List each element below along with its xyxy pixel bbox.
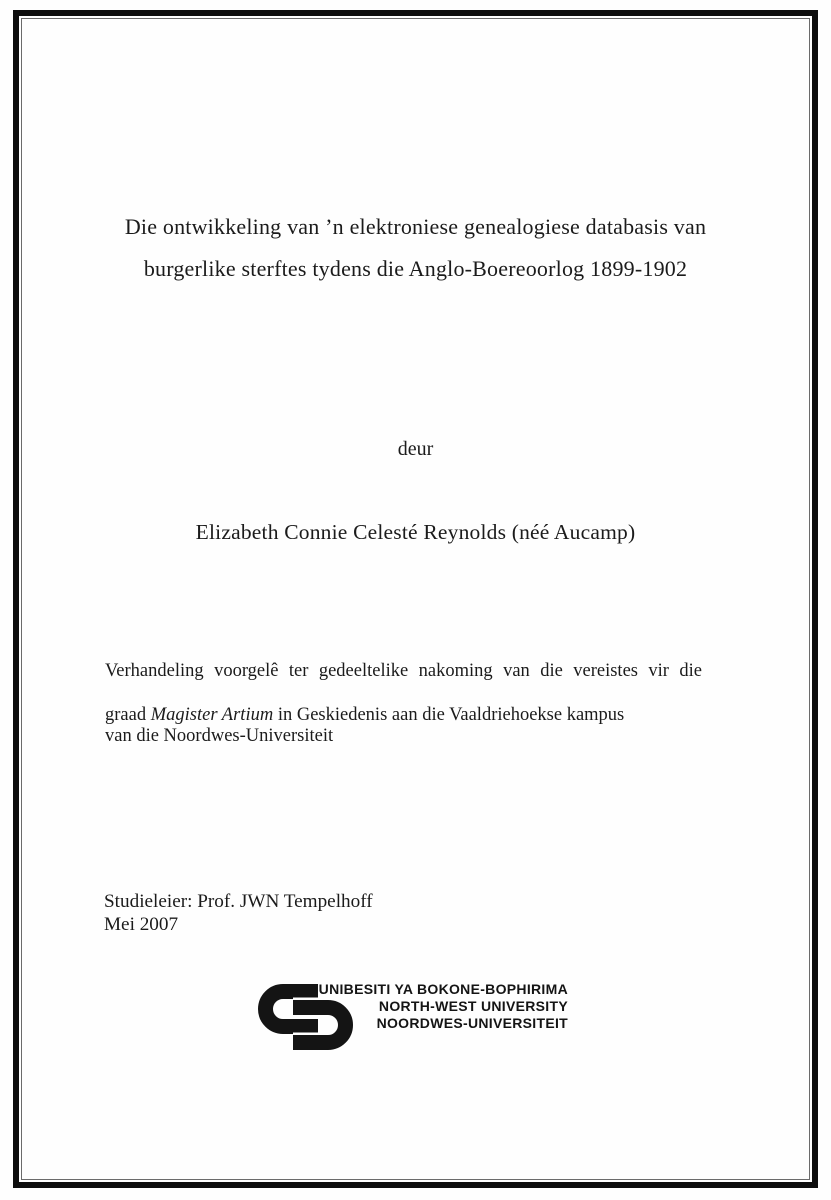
university-logo xyxy=(258,981,568,1050)
degree-statement-line-3: van die Noordwes-Universiteit xyxy=(105,726,334,747)
university-logo-text xyxy=(309,981,568,1032)
supervisor-block xyxy=(104,890,373,936)
logo-text-afrikaans: NOORDWES-UNIVERSITEIT xyxy=(376,1015,568,1031)
logo-text-setswana: YUNIBESITI YA BOKONE-BOPHIRIMA xyxy=(309,981,568,997)
thesis-title-line-1: Die ontwikkeling van ’n elektroniese genealogiese databasis van xyxy=(124,214,707,239)
thesis-title-line-2: burgerlike sterftes tydens die Anglo-Boereoorlog 1899-1902 xyxy=(143,256,688,281)
date-line: Mei 2007 xyxy=(104,914,179,935)
supervisor-line: Studieleier: Prof. JWN Tempelhoff xyxy=(104,891,373,912)
author-name: Elizabeth Connie Celesté Reynolds (néé Aucamp) xyxy=(195,520,636,544)
byline-preposition: deur xyxy=(397,438,434,460)
logo-text-english: NORTH-WEST UNIVERSITY xyxy=(378,998,568,1014)
thesis-title xyxy=(50,206,781,290)
degree-statement-line-1: Verhandeling voorgelê ter gedeeltelike nakoming van die vereistes vir die xyxy=(105,661,702,681)
degree-name-italic: Magister Artium xyxy=(150,704,274,725)
degree-statement xyxy=(105,661,702,748)
degree-statement-line-2 xyxy=(105,705,702,727)
degree-statement-line-2-prefix: graad xyxy=(105,704,151,725)
degree-statement-line-2-suffix: in Geskiedenis aan die Vaaldriehoekse kampus xyxy=(273,704,625,725)
